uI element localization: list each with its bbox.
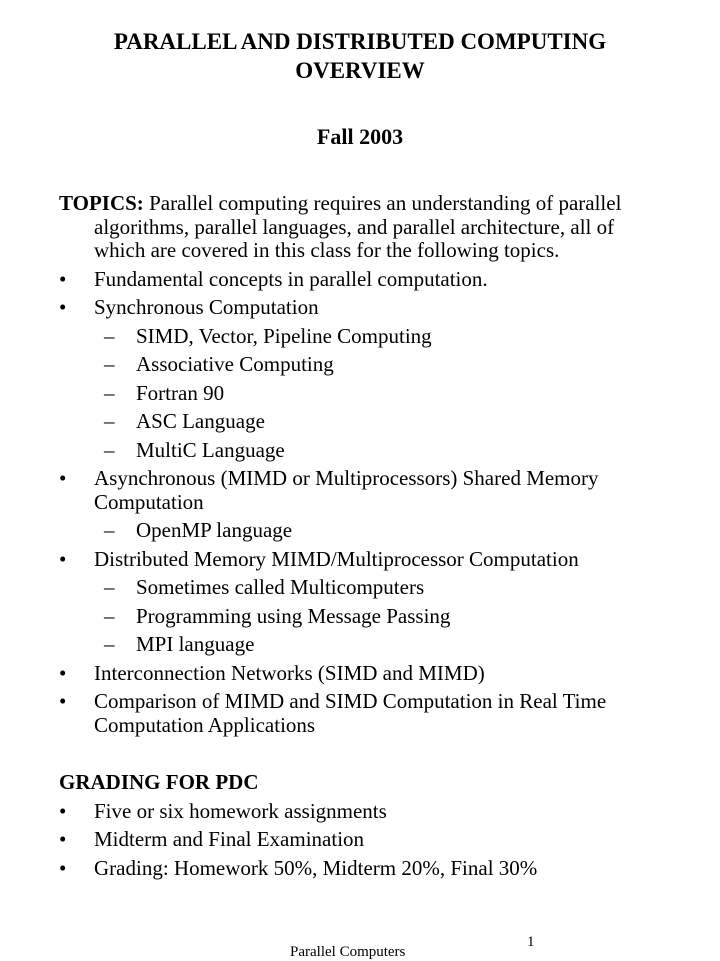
topic-item-text: Asynchronous (MIMD or Multiprocessors) Shared Memory Computation [94,466,599,514]
topics-intro [59,192,659,263]
topic-item-text: Synchronous Computation [94,295,319,319]
topic-item-text: Distributed Memory MIMD/Multiprocessor Computation [94,546,579,571]
topic-item [59,296,659,320]
grading-item [59,828,659,852]
topic-item [59,662,659,686]
topic-item [59,690,659,737]
topic-item-text: Comparison of MIMD and SIMD Computation in Real Time Computation Applications [94,689,607,737]
dash-icon: – [104,409,115,433]
topic-subitem [59,325,659,349]
bullet-icon: • [59,466,67,490]
topic-subitem-text: MultiC Language [136,437,285,462]
topic-subitem [59,410,659,434]
title-line-2: OVERVIEW [295,58,425,83]
dash-icon: – [104,603,115,628]
topic-item-text: Interconnection Networks (SIMD and MIMD) [94,660,485,685]
dash-icon: – [104,323,115,348]
grading-heading: GRADING FOR PDC [59,770,259,794]
dash-icon: – [104,632,115,656]
topic-subitem-text: Associative Computing [136,352,334,376]
dash-icon: – [104,352,115,376]
topic-item [59,548,659,572]
bullet-icon: • [59,689,67,713]
bullet-icon: • [59,660,67,685]
topic-subitem-text: Programming using Message Passing [136,603,451,628]
dash-icon: – [104,575,115,599]
topic-subitem [59,633,659,657]
topic-subitem [59,382,659,406]
bullet-icon: • [59,266,67,291]
topic-subitem [59,576,659,600]
topic-subitem-text: OpenMP language [136,518,293,542]
dash-icon: – [104,518,115,542]
topic-subitem-text: SIMD, Vector, Pipeline Computing [136,323,432,348]
topics-label: TOPICS: [59,191,144,215]
topic-item-text: Fundamental concepts in parallel computation. [94,266,488,291]
topic-subitem-text: Fortran 90 [136,380,225,405]
document-title [0,27,720,85]
grading-item [59,857,659,881]
topic-subitem-text: MPI language [136,632,255,656]
topic-item [59,268,659,292]
bullet-icon: • [59,798,67,823]
bullet-icon: • [59,546,67,571]
bullet-icon: • [59,295,67,319]
grading-item [59,800,659,824]
topic-subitem-text: Sometimes called Multicomputers [136,575,425,599]
grading-item-text: Midterm and Final Examination [94,827,365,851]
topic-subitem-text: ASC Language [136,409,265,433]
grading-item-text: Five or six homework assignments [94,798,387,823]
topic-list [59,268,659,738]
title-line-1: PARALLEL AND DISTRIBUTED COMPUTING [113,29,607,54]
topic-subitem [59,519,659,543]
topic-subitem [59,353,659,377]
topic-item [59,467,659,514]
topic-subitem [59,439,659,463]
footer-text: Parallel Computers [290,944,406,960]
page-number: 1 [527,934,535,950]
document-body [59,192,659,880]
document-subtitle: Fall 2003 [316,124,404,149]
grading-list [59,800,659,881]
topic-subitem [59,605,659,629]
dash-icon: – [104,437,115,462]
bullet-icon: • [59,827,67,851]
topics-text: Parallel computing requires an understanding of parallel algorithms, parallel languages, and parallel architecture, all of which are covered in this class for the following topics. [94,191,622,262]
dash-icon: – [104,380,115,405]
bullet-icon: • [59,855,67,880]
grading-item-text: Grading: Homework 50%, Midterm 20%, Final 30% [94,855,538,880]
